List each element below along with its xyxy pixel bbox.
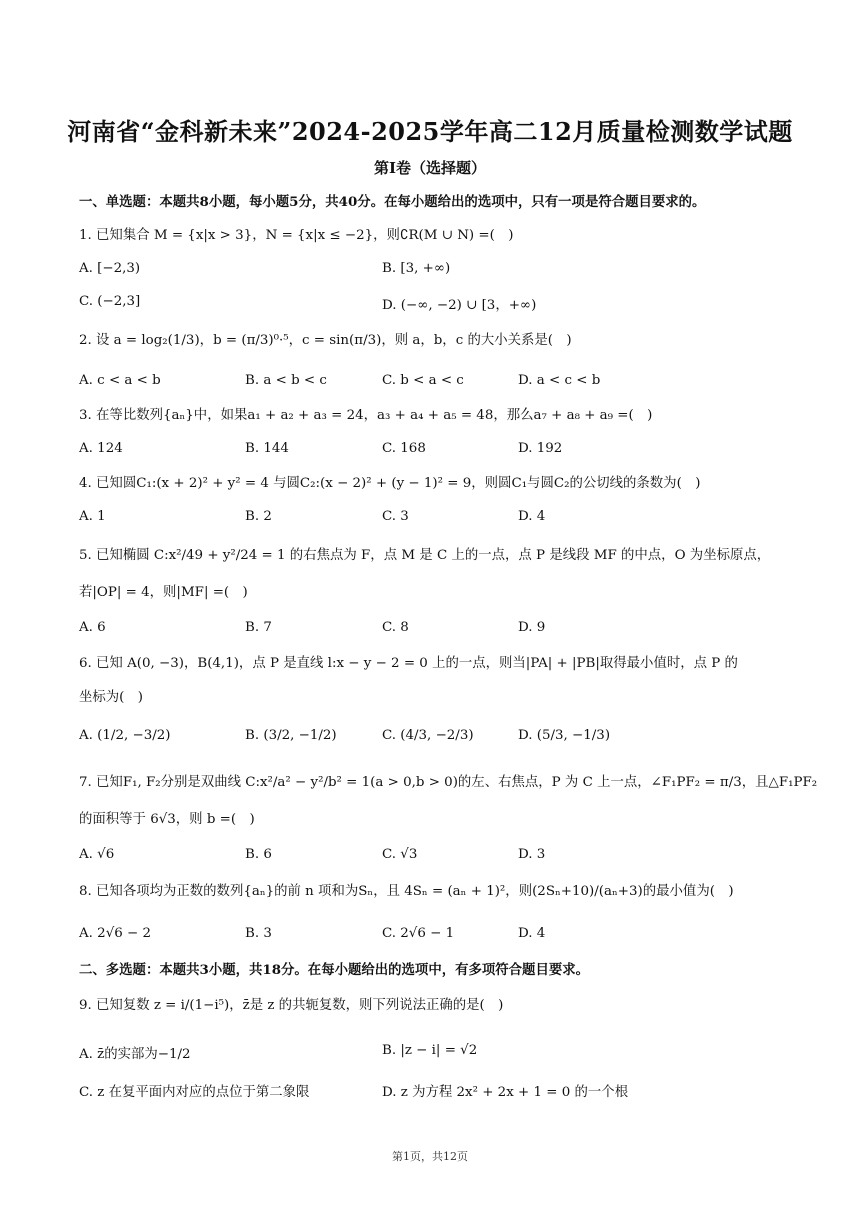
- question-6-option-a[interactable]: A. (1/2, −3/2): [79, 728, 171, 743]
- question-1-option-c[interactable]: C. (−2,3]: [79, 294, 141, 309]
- question-8-option-d[interactable]: D. 4: [518, 926, 546, 941]
- question-4-options: [79, 509, 795, 529]
- question-3-option-d[interactable]: D. 192: [518, 441, 563, 456]
- question-2-stem: 2. 设 a = log₂(1/3)，b = (π/3)⁰·⁵，c = sin(π/3)，则 a，b，c 的大小关系是( ): [79, 333, 572, 348]
- question-2-options: [79, 373, 795, 393]
- question-7-stem-continued: 的面积等于 6√3，则 b =( ): [79, 812, 255, 827]
- page-number-footer: 第1页，共12页: [392, 1150, 468, 1163]
- question-5-option-c[interactable]: C. 8: [382, 620, 409, 635]
- question-7-option-a[interactable]: A. √6: [79, 847, 115, 862]
- question-6-stem: 6. 已知 A(0, −3)，B(4,1)，点 P 是直线 l:x − y − 2 = 0 上的一点，则当|PA| + |PB|取得最小值时，点 P 的: [79, 656, 738, 671]
- question-1-stem: 1. 已知集合 M = {x|x > 3}，N = {x|x ≤ −2}，则∁R(M ∪ N) =( ): [79, 228, 514, 243]
- question-6-option-d[interactable]: D. (5/3, −1/3): [518, 728, 611, 743]
- question-8-stem: 8. 已知各项均为正数的数列{aₙ}的前 n 项和为Sₙ，且 4Sₙ = (aₙ + 1)²，则(2Sₙ+10)/(aₙ+3)的最小值为( ): [79, 884, 734, 899]
- volume-subtitle: 第I卷（选择题）: [373, 159, 487, 177]
- question-5-option-d[interactable]: D. 9: [518, 620, 546, 635]
- question-9-option-b[interactable]: B. |z − i| = √2: [382, 1043, 478, 1058]
- question-4-option-d[interactable]: D. 4: [518, 509, 546, 524]
- question-9-option-c[interactable]: C. z 在复平面内对应的点位于第二象限: [79, 1085, 310, 1100]
- question-9-stem: 9. 已知复数 z = i/(1−i⁵)，z̄是 z 的共轭复数，则下列说法正确的是( ): [79, 998, 504, 1013]
- question-2-option-a[interactable]: A. c < a < b: [79, 373, 161, 388]
- question-3-option-b[interactable]: B. 144: [245, 441, 289, 456]
- question-1-option-b[interactable]: B. [3, +∞): [382, 261, 451, 276]
- question-1-option-d[interactable]: D. (−∞, −2) ∪ [3，+∞): [382, 298, 537, 313]
- question-5-stem-continued: 若|OP| = 4，则|MF| =( ): [79, 585, 248, 600]
- question-4-option-a[interactable]: A. 1: [79, 509, 106, 524]
- question-8-option-b[interactable]: B. 3: [245, 926, 272, 941]
- section-heading-single-choice: 一、单选题：本题共8小题，每小题5分，共40分。在每小题给出的选项中，只有一项是符合题目要求的。: [79, 194, 706, 210]
- question-6-options: [79, 728, 795, 748]
- question-8-option-a[interactable]: A. 2√6 − 2: [79, 926, 152, 941]
- question-7-option-b[interactable]: B. 6: [245, 847, 272, 862]
- question-5-options: [79, 620, 795, 640]
- question-6-option-b[interactable]: B. (3/2, −1/2): [245, 728, 337, 743]
- question-1-option-a[interactable]: A. [−2,3): [79, 261, 141, 276]
- question-2-option-d[interactable]: D. a < c < b: [518, 373, 601, 388]
- question-8-options: [79, 926, 795, 946]
- question-1-options-row2: [79, 294, 795, 314]
- question-4-stem: 4. 已知圆C₁:(x + 2)² + y² = 4 与圆C₂:(x − 2)² + (y − 1)² = 9，则圆C₁与圆C₂的公切线的条数为( ): [79, 476, 701, 491]
- question-9-options-row2: [79, 1081, 795, 1101]
- section-heading-multiple-choice: 二、多选题：本题共3小题，共18分。在每小题给出的选项中，有多项符合题目要求。: [79, 962, 590, 978]
- question-2-option-c[interactable]: C. b < a < c: [382, 373, 464, 388]
- question-3-stem: 3. 在等比数列{aₙ}中，如果a₁ + a₂ + a₃ = 24，a₃ + a₄ + a₅ = 48，那么a₇ + a₈ + a₉ =( ): [79, 408, 653, 423]
- question-7-option-d[interactable]: D. 3: [518, 847, 546, 862]
- question-9-options-row1: [79, 1043, 795, 1063]
- question-5-option-a[interactable]: A. 6: [79, 620, 106, 635]
- question-6-stem-continued: 坐标为( ): [79, 690, 144, 705]
- question-3-option-c[interactable]: C. 168: [382, 441, 426, 456]
- question-8-option-c[interactable]: C. 2√6 − 1: [382, 926, 455, 941]
- question-7-options: [79, 847, 795, 867]
- question-5-stem: 5. 已知椭圆 C:x²/49 + y²/24 = 1 的右焦点为 F，点 M 是 C 上的一点，点 P 是线段 MF 的中点，O 为坐标原点，: [79, 548, 771, 563]
- question-5-option-b[interactable]: B. 7: [245, 620, 272, 635]
- question-9-option-d[interactable]: D. z 为方程 2x² + 2x + 1 = 0 的一个根: [382, 1085, 629, 1100]
- question-4-option-b[interactable]: B. 2: [245, 509, 272, 524]
- question-7-stem: 7. 已知F₁, F₂分别是双曲线 C:x²/a² − y²/b² = 1(a > 0,b > 0)的左、右焦点，P 为 C 上一点，∠F₁PF₂ = π/3，且△F₁PF₂: [79, 775, 818, 790]
- question-7-option-c[interactable]: C. √3: [382, 847, 418, 862]
- question-2-option-b[interactable]: B. a < b < c: [245, 373, 327, 388]
- question-4-option-c[interactable]: C. 3: [382, 509, 409, 524]
- exam-title: 河南省“金科新未来”2024-2025学年高二12月质量检测数学试题: [67, 117, 793, 146]
- question-3-options: [79, 441, 795, 461]
- question-6-option-c[interactable]: C. (4/3, −2/3): [382, 728, 474, 743]
- question-3-option-a[interactable]: A. 124: [79, 441, 123, 456]
- question-1-options-row1: [79, 261, 795, 281]
- question-9-option-a[interactable]: A. z̄的实部为−1/2: [79, 1047, 191, 1062]
